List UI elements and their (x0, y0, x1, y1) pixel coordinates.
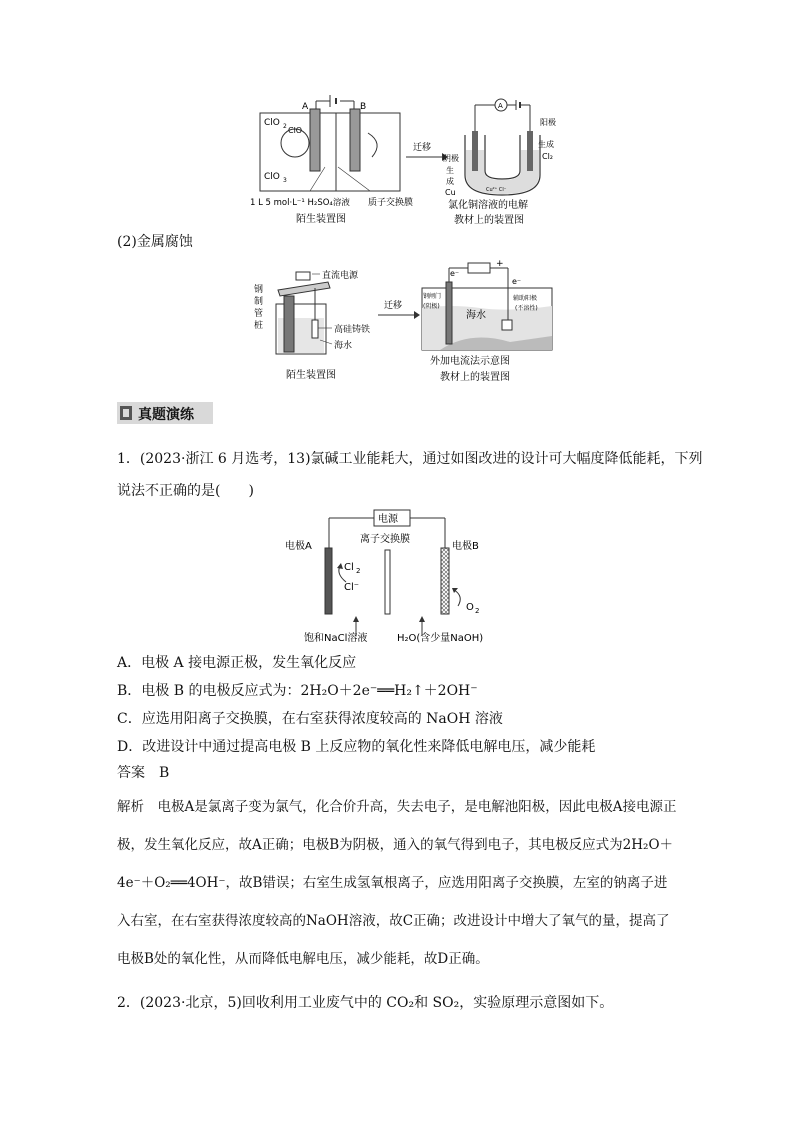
cathode-label: 阴极 (443, 154, 459, 163)
figure-electrolysis-comparison (250, 95, 560, 230)
label-clo3: ClO (264, 172, 280, 182)
section-header (117, 402, 213, 424)
caption-textbook-2a: 外加电流法示意图 (430, 356, 510, 367)
power-label: 直流电源 (322, 271, 359, 281)
pile-char-4: 桩 (254, 321, 264, 331)
electrode-b-label: 电极B (452, 541, 479, 552)
analysis-paragraph: 解析 电极A是氯离子变为氯气，化合价升高，失去电子，是电解池阳极，因此电极A接电源正极，发生氧化反应，故A正确；电极B为阴极，通入的氧气得到电子，其电极反应式为2H₂O＋4e⁻＋O₂══4OH⁻，故B错误；右室生成氢氧根离子，应选用阳离子交换膜，左室的钠离子进入右室，在右室获得浓度较高的NaOH溶液，故C正确；改进设计中增大了氧气的量，提高了电极B处的氧化性，从而降低电解电压，减少能耗，故D正确。 (117, 799, 677, 967)
membrane-label: 离子交换膜 (360, 534, 410, 545)
label-a: A (302, 102, 309, 112)
q1-stem-line1: 1．(2023·浙江 6 月选考，13)氯碱工业能耗大，通过如图改进的设计可大幅度降低能耗，下列 (117, 451, 703, 467)
cu-label: Cu (445, 188, 456, 197)
q1-stem-line2: 说法不正确的是( ) (117, 483, 254, 499)
iron-label: 高硅铸铁 (334, 325, 371, 335)
electrode-b (441, 548, 449, 614)
unfamiliar-device (250, 95, 413, 225)
label-clo2: ClO (264, 118, 280, 128)
ions-label: Cu²⁺ Cl⁻ (486, 187, 507, 193)
electron-label-2: e⁻ (512, 277, 522, 286)
gen-label-2: 成 (446, 177, 454, 186)
ion-exchange-membrane (385, 550, 390, 614)
label-membrane: 质子交换膜 (368, 198, 414, 208)
o2-sub: 2 (475, 607, 480, 615)
label-clo3-sub: 3 (283, 177, 287, 184)
section-header-title: 真题演练 (138, 407, 194, 423)
gate-label-2: (阴极) (423, 303, 440, 310)
answer: 答案 B (117, 765, 170, 781)
ammeter-label: A (498, 102, 503, 110)
pile-char-1: 钢 (254, 285, 264, 295)
label-solution: 1 L 5 mol·L⁻¹ H₂SO₄溶液 (250, 198, 350, 208)
caption-textbook-2b: 教材上的装置图 (440, 372, 510, 383)
cl2-product-sub: 2 (356, 567, 361, 575)
electrode-a-label: 电极A (285, 541, 312, 552)
power-source-label: 电源 (378, 514, 398, 525)
option-a: A．电极 A 接电源正极，发生氧化反应 (117, 655, 357, 671)
caption-textbook-1b: 教材上的装置图 (454, 215, 524, 226)
q2-stem-line1: 2．(2023·北京，5)回收利用工业废气中的 CO₂和 SO₂，实验原理示意图如下。 (117, 995, 614, 1011)
pile-char-3: 管 (254, 309, 264, 319)
textbook-device-1 (443, 99, 556, 226)
figure-corrosion-comparison (250, 260, 560, 385)
option-c: C．应选用阳离子交换膜，在右室获得浓度较高的 NaOH 溶液 (117, 711, 503, 727)
h2o-inlet-label: H₂O(含少量NaOH) (397, 633, 484, 644)
caption-unfamiliar-2: 陌生装置图 (286, 370, 336, 381)
o2-label: O (466, 602, 474, 613)
gen-label-1: 生 (446, 166, 454, 175)
migrate-label-1: 迁移 (413, 143, 432, 153)
unfamiliar-device-2 (254, 269, 370, 381)
caption-textbook-1a: 氯化铜溶液的电解 (448, 200, 528, 211)
plus-label: + (496, 260, 504, 269)
sea-label-2: 海水 (466, 310, 486, 321)
pile-char-2: 制 (254, 297, 264, 307)
aux-anode-label: 辅助阳极 (513, 295, 538, 302)
label-clo2-b: ClO (288, 126, 303, 135)
section-metal-corrosion: (2)金属腐蚀 (117, 234, 193, 250)
option-d: D．改进设计中通过提高电极 B 上反应物的氧化性来降低电解电压，减少能耗 (117, 739, 596, 755)
option-b: B．电极 B 的电极反应式为：2H₂O＋2e⁻══H₂↑＋2OH⁻ (117, 683, 478, 699)
nacl-inlet-label: 饱和NaCl溶液 (304, 633, 368, 644)
label-b: B (360, 102, 367, 112)
cl2-label: Cl₂ (542, 152, 554, 161)
anode-gen-label: 生成 (538, 140, 554, 149)
anode-label: 阳极 (540, 118, 556, 127)
textbook-device-2 (422, 260, 552, 383)
aux-anode-label-2: (不溶性) (515, 305, 538, 312)
electron-label-1: e⁻ (450, 269, 460, 278)
cl-ion-label: Cl⁻ (344, 582, 360, 593)
gate-label: 钢闸门 (423, 293, 442, 300)
electrode-a (325, 548, 332, 614)
cl2-product-label: Cl (344, 562, 354, 573)
sea-label-1: 海水 (334, 341, 353, 351)
label-clo2-sub: 2 (283, 123, 287, 130)
caption-unfamiliar-1: 陌生装置图 (296, 214, 346, 225)
figure-chlor-alkali (282, 508, 522, 646)
section-icon (120, 406, 132, 420)
migrate-label-2: 迁移 (384, 301, 403, 311)
